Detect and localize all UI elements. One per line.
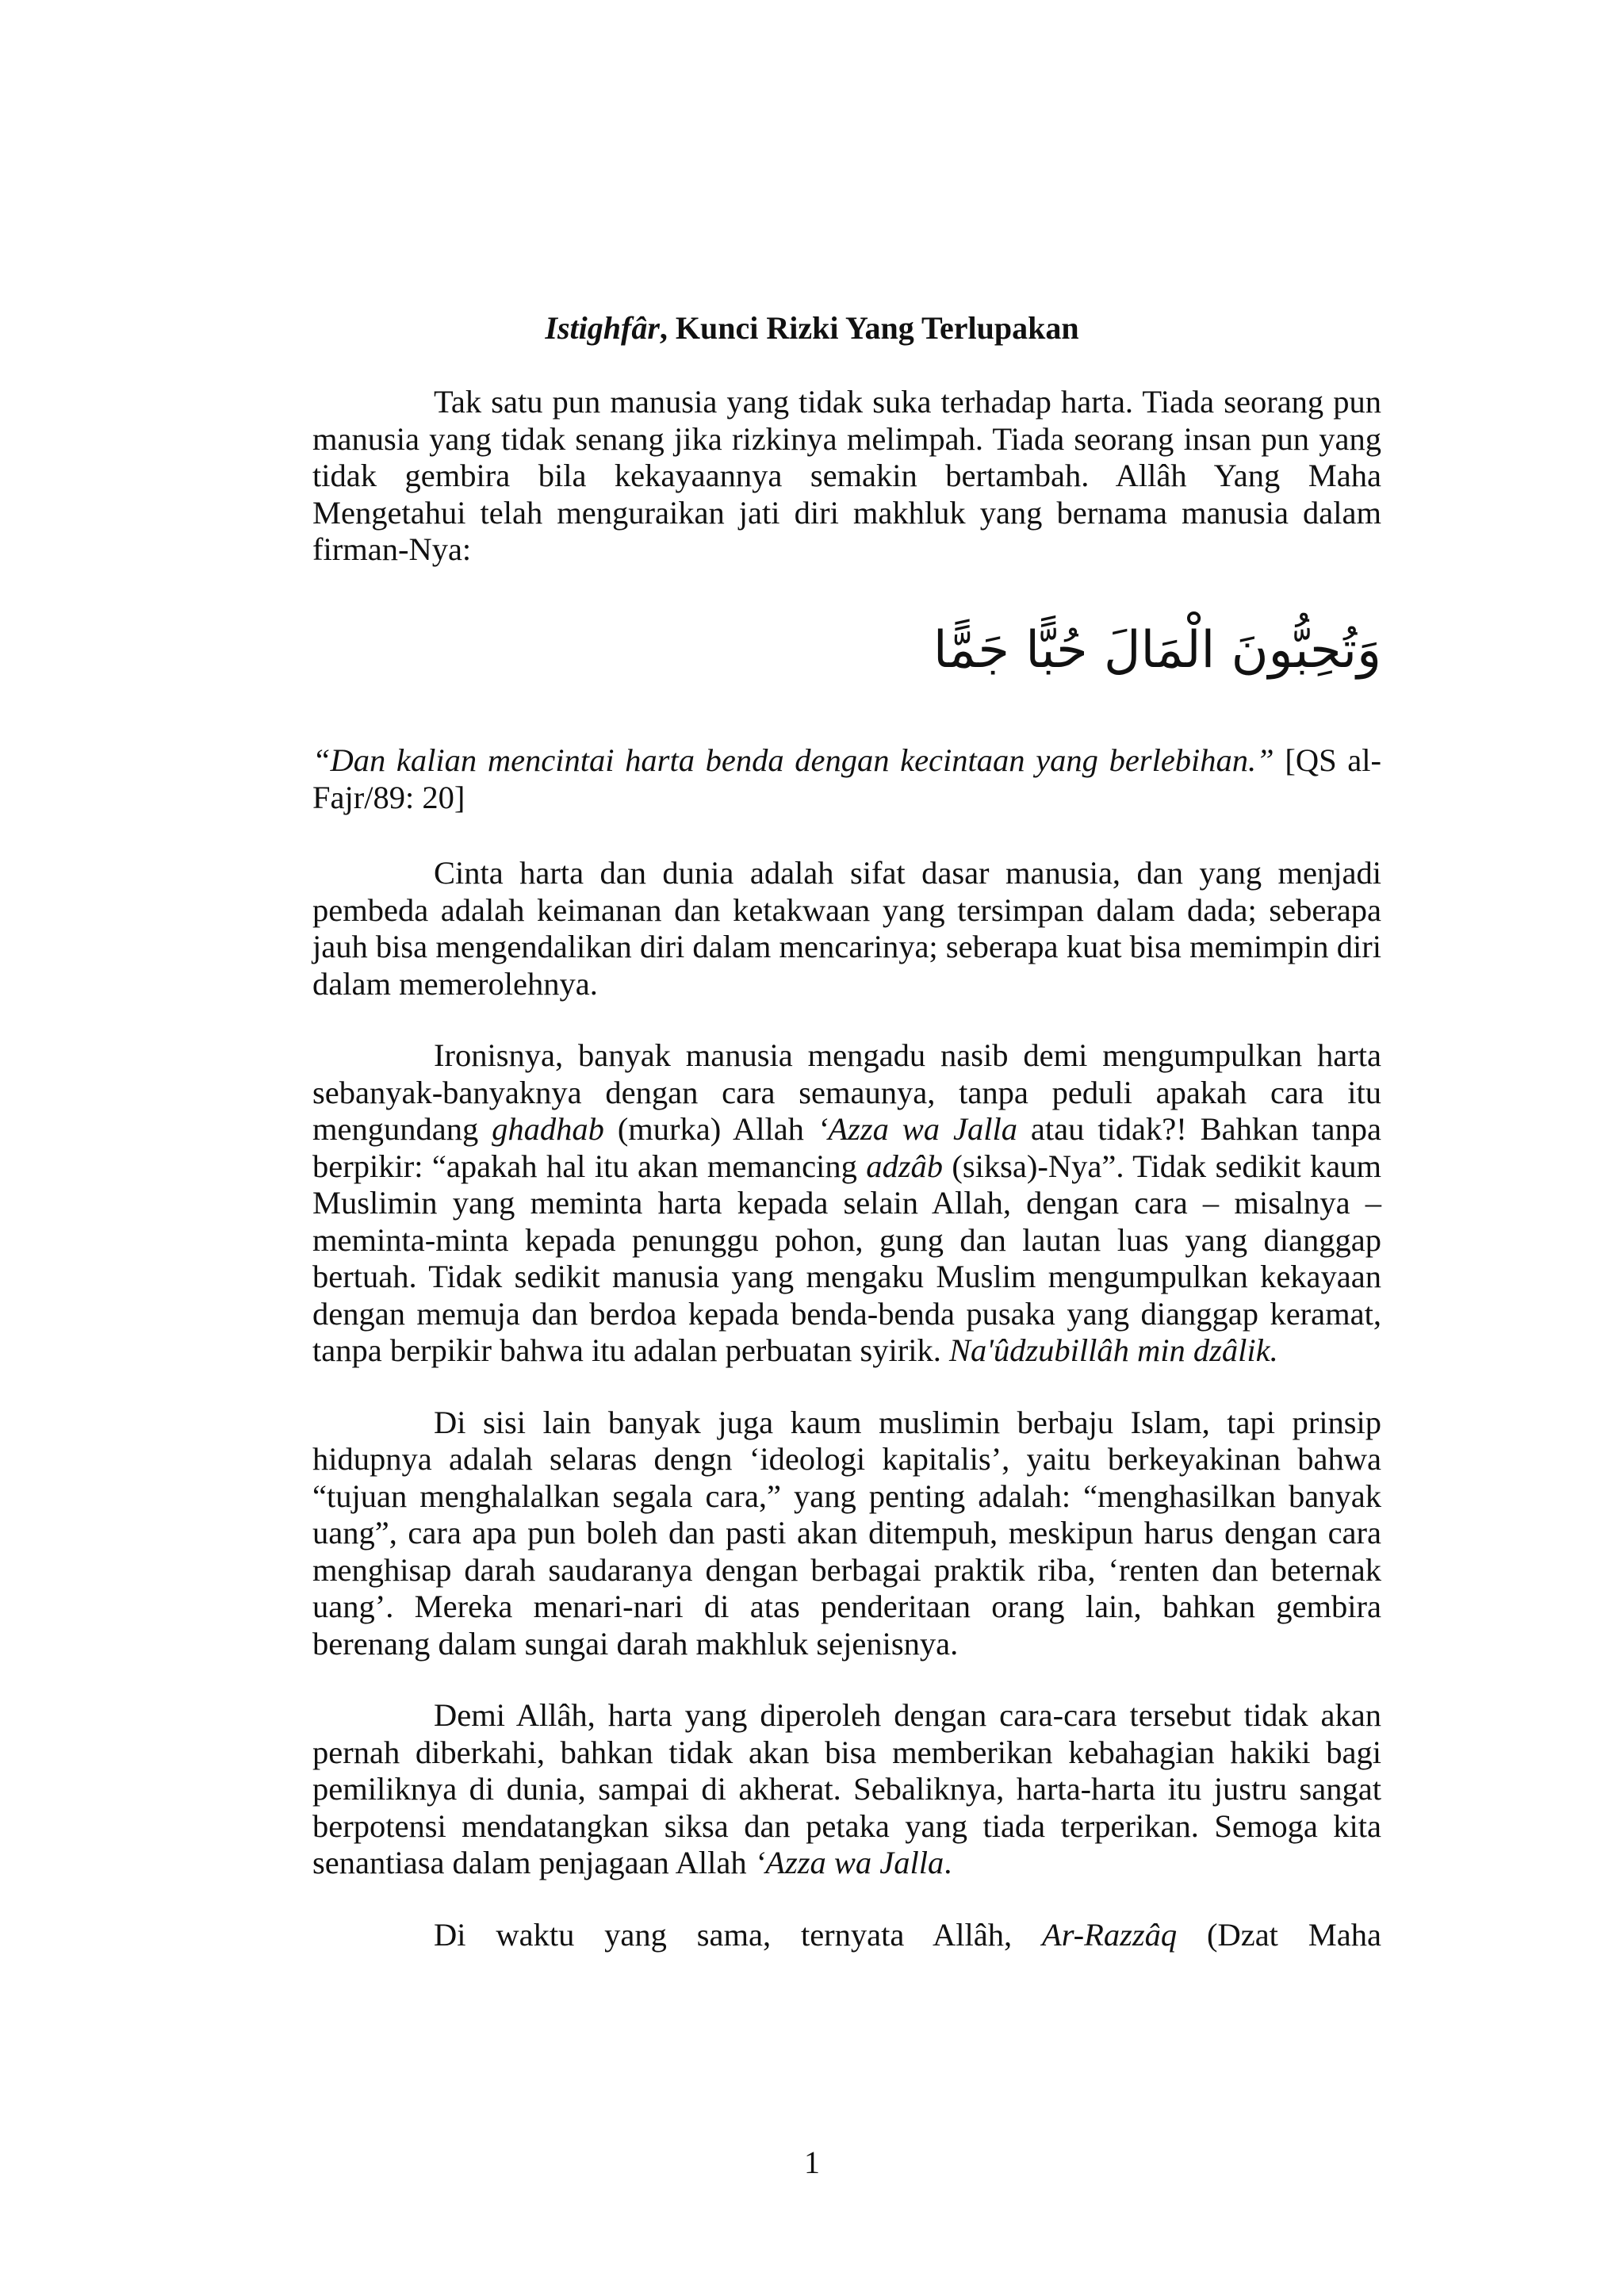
title-rest: , Kunci Rizki Yang Terlupakan — [659, 310, 1079, 346]
verse-translation — [312, 742, 1381, 816]
translation-text: “Dan kalian mencintai harta benda dengan kecintaan yang berlebihan.” — [312, 742, 1274, 778]
paragraph-intro: Tak satu pun manusia yang tidak suka terhadap harta. Tiada seorang pun manusia yang tidak senang jika rizkinya melimpah. Tiada seorang insan pun yang tidak gembira bila kekayaannya semakin bertambah. Allâh Yang Maha Mengetahui telah menguraikan jati diri makhluk yang bernama manusia dalam firman-Nya: — [312, 384, 1381, 567]
paragraph-5 — [312, 1697, 1381, 1882]
italic-term: Ar-Razzâq — [1041, 1916, 1178, 1953]
text-run: Di waktu yang sama, ternyata Allâh, — [434, 1916, 1042, 1953]
title-term: Istighfâr — [545, 310, 660, 346]
text-run: Demi Allâh, harta yang diperoleh dengan cara-cara tersebut tidak akan pernah diberkahi, bahkan tidak akan bisa memberikan kebahagian hakiki bagi pemiliknya di dunia, sampai di akherat. Sebaliknya, harta-harta itu justru sangat berpotensi mendatangkan siksa dan petaka yang tiada terperikan. Semoga kita senantiasa dalam penjagaan Allah — [312, 1697, 1381, 1880]
text-run: atau tidak?! Bahkan tanpa berpikir: “apakah hal itu akan memancing — [312, 1111, 1381, 1184]
text-run: Ironisnya, banyak manusia mengadu nasib demi mengumpulkan harta sebanyak-banyaknya dengan cara semaunya, tanpa peduli apakah cara itu mengundang — [312, 1037, 1381, 1147]
italic-term: adzâb — [866, 1148, 943, 1184]
paragraph-4: Di sisi lain banyak juga kaum muslimin berbaju Islam, tapi prinsip hidupnya adalah selaras dengn ‘ideologi kapitalis’, yaitu berkeyakinan bahwa “tujuan menghalalkan segala cara,” yang penting adalah: “menghasilkan banyak uang”, cara apa pun boleh dan pasti akan ditempuh, meskipun harus dengan cara menghisap darah saudaranya dengan berbagai praktik riba, ‘renten dan beternak uang’. Mereka menari-nari di atas penderitaan orang lain, bahkan gembira berenang dalam sungai darah makhluk sejenisnya. — [312, 1404, 1381, 1662]
text-run: . — [944, 1845, 952, 1880]
paragraph-2: Cinta harta dan dunia adalah sifat dasar manusia, dan yang menjadi pembeda adalah keimanan dan ketakwaan yang tersimpan dalam dada; seberapa jauh bisa mengendalikan diri dalam mencarinya; seberapa kuat bisa memimpin diri dalam memerolehnya. — [312, 855, 1381, 1002]
italic-term: Na'ûdzubillâh min dzâlik. — [948, 1332, 1278, 1368]
text-run: (Dzat Maha — [1177, 1916, 1381, 1953]
italic-term: ‘Azza wa Jalla — [817, 1111, 1017, 1147]
verse-reference: [QS al-Fajr/89: 20] — [312, 742, 1381, 815]
main-body — [312, 855, 1381, 1988]
page-title — [0, 308, 1624, 349]
paragraph-6 — [312, 1917, 1381, 1954]
page-number: 1 — [804, 2145, 820, 2180]
italic-term: ‘Azza wa Jalla — [754, 1845, 944, 1880]
arabic-verse: وَتُحِبُّونَ الْمَالَ حُبًّا جَمًّا — [933, 621, 1381, 680]
paragraph-3 — [312, 1037, 1381, 1370]
italic-term: ghadhab — [492, 1111, 604, 1147]
intro-block — [312, 384, 1381, 604]
text-run: (murka) Allah — [603, 1111, 818, 1147]
text-run: (siksa)-Nya”. Tidak sedikit kaum Muslimin yang meminta harta kepada selain Allah, dengan cara – misalnya – meminta-minta kepada penunggu pohon, gung dan lautan luas yang dianggap bertuah. Tidak sedikit manusia yang mengaku Muslim mengumpulkan kekayaan dengan memuja dan berdoa kepada benda-benda pusaka yang dianggap keramat, tanpa berpikir bahwa itu adalan perbuatan syirik. — [312, 1148, 1381, 1368]
